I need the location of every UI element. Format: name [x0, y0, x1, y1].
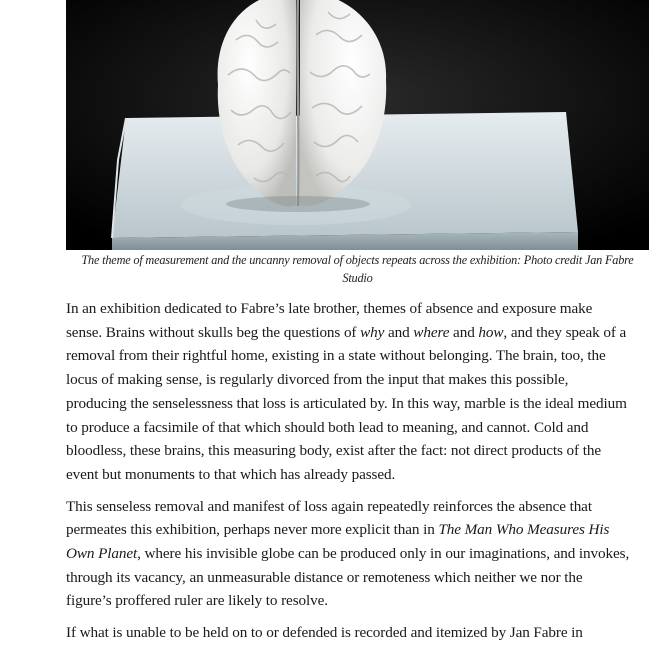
p1-line-6: to produce a facsimile of that which should both lead to meaning, and cannot. Cold and — [66, 418, 589, 436]
p1-line-2-text-b: and — [384, 323, 414, 341]
p2-line-4: through its vacancy, an unmeasurable distance or remoteness which neither we nor the — [66, 568, 583, 586]
p1-line-2-text-d: , and they speak of a — [503, 323, 627, 341]
marble-brain-image — [66, 0, 649, 250]
p1-line-3: removal from their rightful home, existing in a state without belonging. The brain, too, the — [66, 347, 606, 365]
p1-line-1: In an exhibition dedicated to Fabre’s late brother, themes of absence and exposure make — [66, 300, 593, 317]
paragraph-2 — [66, 495, 649, 614]
caption-line-1: The theme of measurement and the uncanny removal of objects repeats across the exhibition: Photo credit Jan Fabre — [81, 253, 634, 267]
p1-line-7: bloodless, these brains, this measuring body, exist after the fact: not direct products of the — [66, 442, 601, 460]
article-body — [66, 297, 649, 649]
artwork-title-part-1: The Man Who Measures His — [438, 521, 610, 539]
artwork-title-part-2: Own Planet — [66, 545, 138, 563]
article-photo — [66, 0, 649, 250]
photo-caption — [66, 251, 649, 287]
caption-line-2: Studio — [342, 271, 373, 285]
emphasis-why: why — [360, 323, 385, 341]
p2-line-3 — [66, 542, 649, 566]
p3-line-1: If what is unable to be held on to or defended is recorded and itemized by Jan Fabre in — [66, 624, 583, 642]
paragraph-3 — [66, 621, 649, 645]
p2-line-2-text-a: permeates this exhibition, perhaps never more explicit than in — [66, 521, 439, 539]
p1-line-2 — [66, 321, 649, 345]
emphasis-where: where — [413, 323, 450, 341]
p2-line-1: This senseless removal and manifest of loss again repeatedly reinforces the absence that — [66, 497, 592, 515]
p1-line-4: locus of making sense, is regularly divorced from the input that makes this possible, — [66, 371, 569, 389]
p1-line-8: event but monuments to that which has already passed. — [66, 465, 396, 483]
p1-line-2-text-a: sense. Brains without skulls beg the questions of — [66, 323, 361, 341]
p2-line-2 — [66, 518, 649, 542]
p2-line-5: figure’s proffered ruler are likely to resolve. — [66, 592, 328, 610]
paragraph-1 — [66, 297, 649, 487]
p2-line-3-text-b: , where his invisible globe can be produced only in our imaginations, and invokes, — [137, 545, 630, 563]
emphasis-how: how — [478, 323, 504, 341]
p1-line-2-text-c: and — [449, 323, 479, 341]
p1-line-5: producing the senselessness that loss is articulated by. In this way, marble is the ideal medium — [66, 394, 627, 412]
